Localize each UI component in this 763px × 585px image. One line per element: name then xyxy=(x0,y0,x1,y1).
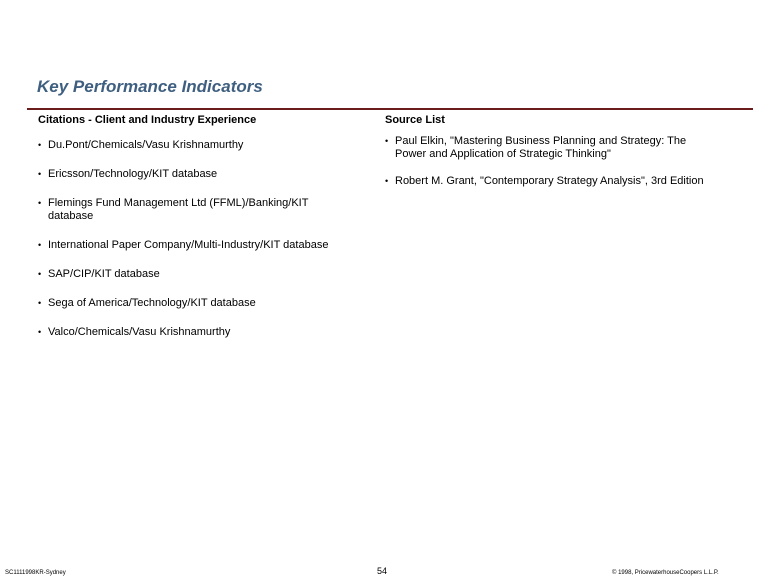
list-item: • Ericsson/Technology/KIT database xyxy=(38,168,368,181)
list-item: • Sega of America/Technology/KIT database xyxy=(38,297,368,310)
citations-list xyxy=(38,139,368,339)
copyright: © 1998, PricewaterhouseCoopers L.L.P. xyxy=(612,570,719,576)
list-item: • Robert M. Grant, "Contemporary Strategy Analysis", 3rd Edition xyxy=(385,175,720,188)
source-list xyxy=(385,135,720,188)
citations-heading: Citations - Client and Industry Experience xyxy=(38,114,257,126)
list-item: • SAP/CIP/KIT database xyxy=(38,268,368,281)
list-item: • Flemings Fund Management Ltd (FFML)/Banking/KIT database xyxy=(38,197,348,223)
page-number: 54 xyxy=(377,566,388,576)
list-item: • Paul Elkin, "Mastering Business Planning and Strategy: The Power and Application of Strategic Thinking" xyxy=(385,135,720,161)
footer-code: SC1111998KR-Sydney xyxy=(5,570,66,576)
list-item: • Du.Pont/Chemicals/Vasu Krishnamurthy xyxy=(38,139,368,152)
page-title: Key Performance Indicators xyxy=(37,77,263,96)
divider xyxy=(27,108,753,110)
list-item: • Valco/Chemicals/Vasu Krishnamurthy xyxy=(38,326,368,339)
source-list-heading: Source List xyxy=(385,114,445,126)
list-item: • International Paper Company/Multi-Industry/KIT database xyxy=(38,239,368,252)
